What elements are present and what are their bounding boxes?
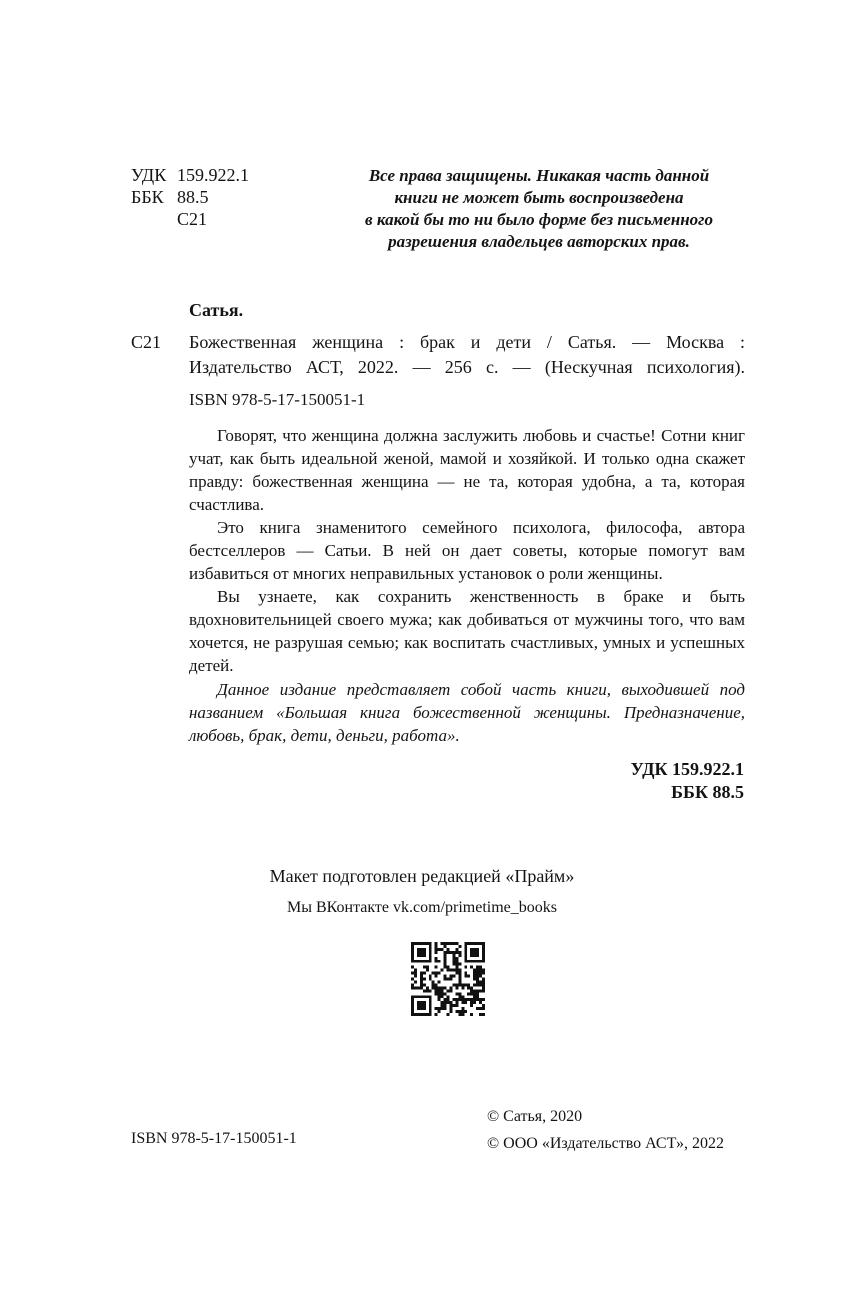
author-heading: Сатья. [189,300,244,320]
rights-notice: Все права защищены. Никакая часть данной книги не может быть воспроизведена в какой бы то ни было форме без письменного разрешения владельцев авторских прав. [365,166,713,251]
vk-link: Мы ВКонтакте vk.com/primetime_books [286,899,557,916]
annotation [189,424,745,677]
copyright-block [487,1103,724,1157]
annotation-paragraph: Говорят, что женщина должна заслужить любовь и счастье! Сотни книг учат, как быть идеальной женой, мамой и хозяйкой. И только одна скажет правду: божественная женщина — не та, которая удобна, а та, которая счастлива. [189,426,745,514]
udk-code: УДК 159.922.1 [630,759,744,779]
annotation-paragraph: Это книга знаменитого семейного психолога, философа, автора бестселлеров — Сатьи. В ней он дает советы, которые помогут вам избавиться от многих неправильных установок о роли женщины. [189,518,745,583]
isbn: ISBN 978-5-17-150051-1 [189,390,366,409]
layout-credit: Макет подготовлен редакцией «Прайм» [269,866,575,886]
bbk-code: ББК 88.5 [671,782,744,802]
edition-note: Данное издание представляет собой часть книги, выходившей под названием «Большая книга божественной женщины. Предназначение, любовь, брак, дети, деньги, работа». [189,680,745,745]
annotation-paragraph: Вы узнаете, как сохранить женственность в браке и быть вдохновительницей своего мужа; как добиваться от мужчины того, что вам хочется, не разрушая семью; как воспитать счастливых, умных и успешных детей. [189,587,745,675]
footer-isbn: ISBN 978-5-17-150051-1 [131,1130,297,1147]
bibliography-mark: С21 [131,332,162,352]
udk-label: УДК [131,165,167,185]
bbk-label: ББК [131,187,164,207]
bibliographic-description: Божественная женщина : брак и дети / Сатья. — Москва : Издательство АСТ, 2022. — 256 с. — (Нескучная психология). [189,332,745,377]
udk-value: 159.922.1 [177,165,249,185]
classification-codes [131,164,249,230]
author-mark: С21 [177,209,208,229]
bbk-value: 88.5 [177,187,209,207]
copyright-publisher: © ООО «Издательство АСТ», 2022 [487,1135,724,1152]
bottom-classification-codes [631,758,744,804]
copyright-author: © Сатья, 2020 [487,1108,583,1125]
qr-code-icon [411,942,485,1016]
